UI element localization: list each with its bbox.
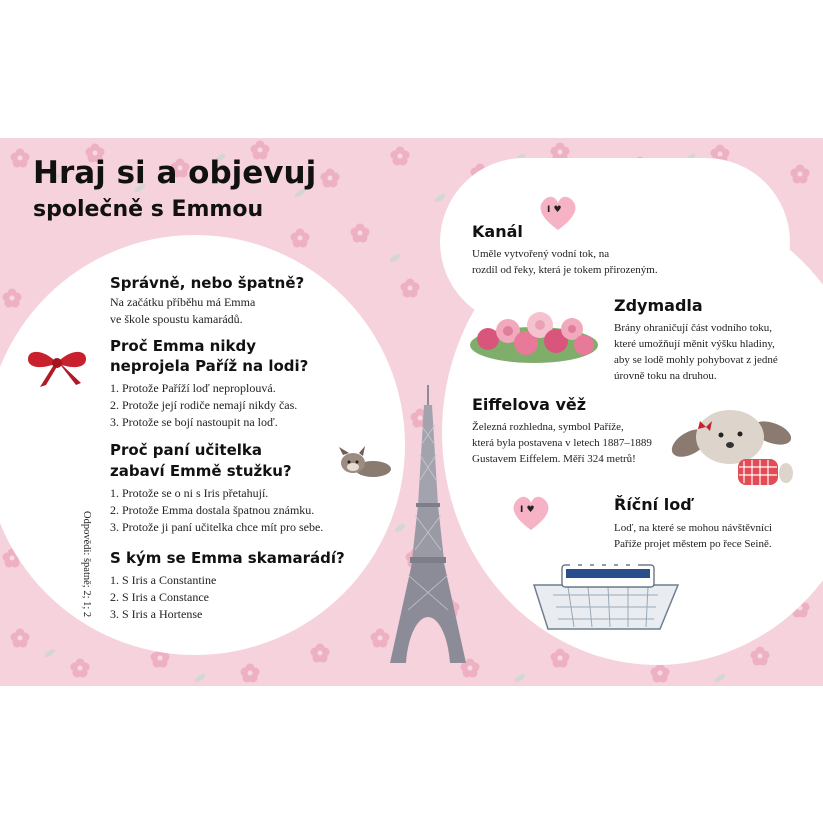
entry-heading-zdymadla: Zdymadla [614,296,703,315]
plush-toy-illustration [668,403,793,495]
red-ribbon-icon [22,343,92,391]
quiz-option-4-1: 1. S Iris a Constantine [110,573,217,587]
river-boat-illustration [528,555,683,635]
entry-text-eiffel-1: Železná rozhledna, symbol Paříže, [472,421,624,433]
quiz-question-3-line-2: zabaví Emmě stužku? [110,462,292,480]
quiz-option-2-1: 1. Protože Paříží loď neproplouvá. [110,381,276,395]
entry-heading-kanal: Kanál [472,222,523,241]
quiz-question-1: Správně, nebo špatně? [110,274,305,292]
entry-text-ricni-lod-2: Paříže projet městem po řece Seině. [614,538,772,550]
quiz-option-2-2: 2. Protože její rodiče nemají nikdy čas. [110,398,298,412]
quiz-option-2-3: 3. Protože se bojí nastoupit na loď. [110,415,278,429]
quiz-question-2-line-2: neprojela Paříž na lodi? [110,357,309,375]
entry-heading-eiffel: Eiffelova věž [472,395,587,414]
entry-text-kanal-1: Uměle vytvořený vodní tok, na [472,248,610,260]
quiz-option-3-1: 1. Protože se o ni s Iris přetahují. [110,486,269,500]
quiz-answer-1-line-1: Na začátku příběhu má Emma [110,295,256,309]
quiz-question-3-line-1: Proč paní učitelka [110,441,263,459]
page-title: Hraj si a objevuj [33,155,317,191]
quiz-option-4-2: 2. S Iris a Constance [110,590,209,604]
answers-note: Odpovědi: špatně; 2; 1; 2 [81,511,92,618]
heart-label-2: I ♥ [520,505,535,515]
entry-text-kanal-2: rozdíl od řeky, která je tokem přirozeným. [472,264,658,276]
quiz-option-4-3: 3. S Iris a Hortense [110,607,203,621]
entry-heading-ricni-lod: Říční loď [614,495,692,514]
quiz-answer-1-line-2: ve škole spoustu kamarádů. [110,312,243,326]
quiz-option-3-3: 3. Protože ji paní učitelka chce mít pro sebe. [110,520,324,534]
entry-text-zdymadla-1: Brány ohraničují část vodního toku, [614,322,772,334]
entry-text-eiffel-2: která byla postavena v letech 1887–1889 [472,437,652,449]
entry-text-zdymadla-3: aby se lodě mohly pohybovat z jedné [614,354,778,366]
entry-text-ricni-lod-1: Loď, na které se mohou návštěvníci [614,522,773,534]
entry-text-zdymadla-4: úrovně toku na druhou. [614,370,717,382]
quiz-question-4: S kým se Emma skamarádí? [110,549,345,567]
roses-illustration [468,305,600,367]
quiz-option-3-2: 2. Protože Emma dostala špatnou známku. [110,503,315,517]
quiz-question-2-line-1: Proč Emma nikdy [110,337,256,355]
heart-label: I ♥ [547,205,562,215]
eiffel-tower-illustration [388,385,468,670]
puppy-illustration [335,445,393,479]
entry-text-zdymadla-2: které umožňují měnit výšku hladiny, [614,338,775,350]
entry-text-eiffel-3: Gustavem Eiffelem. Měří 324 metrů! [472,453,636,465]
page-subtitle: společně s Emmou [33,197,264,222]
